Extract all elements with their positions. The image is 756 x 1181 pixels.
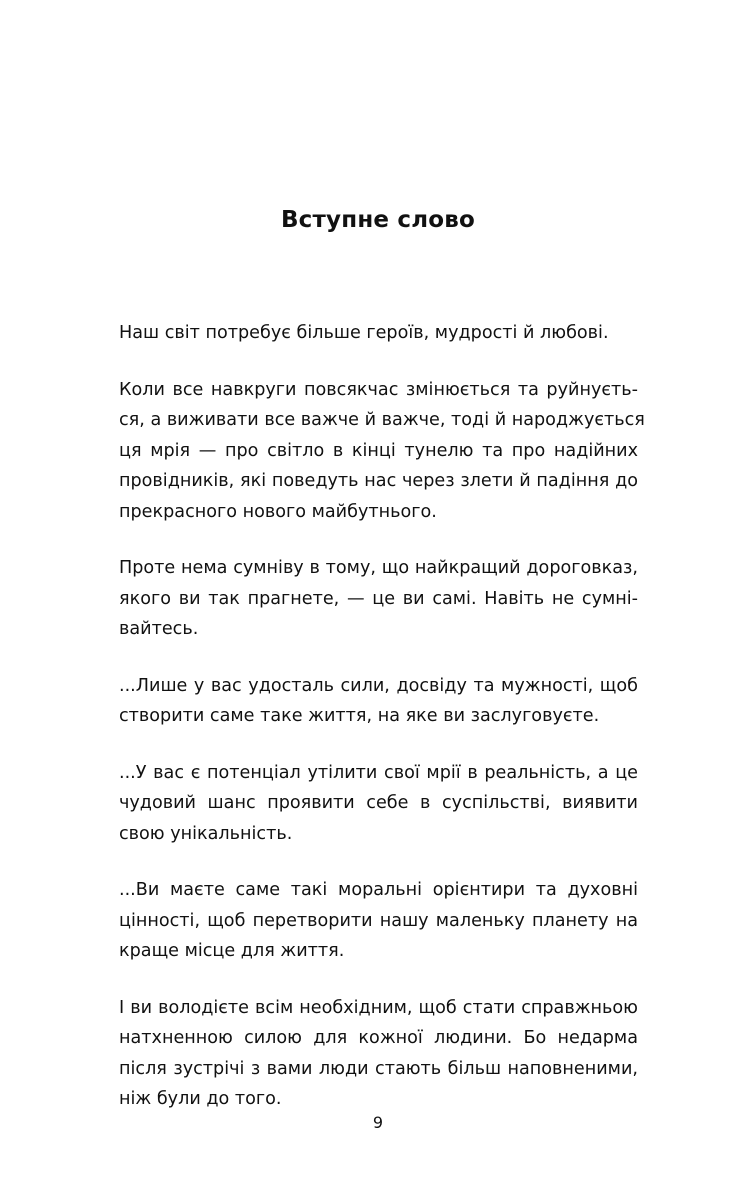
text-line: цінності, щоб перетворити нашу маленьку планету на xyxy=(119,910,638,931)
paragraph-2 xyxy=(119,375,645,528)
text-line: Коли все навкруги повсякчас змінюється та руйнуєть- xyxy=(119,379,638,400)
paragraph-6 xyxy=(119,875,638,967)
text-line: Наш світ потребує більше героїв, мудрості й любові. xyxy=(119,323,609,343)
paragraph-3 xyxy=(119,553,638,645)
text-line: прекрасного нового майбутнього. xyxy=(119,501,437,522)
text-line: ця мрія — про світло в кінці тунелю та про надійних xyxy=(119,440,638,461)
paragraph-1 xyxy=(119,318,638,349)
text-line: свою унікальність. xyxy=(119,823,293,844)
text-line: ...У вас є потенціал утілити свої мрії в реальність, а це xyxy=(119,762,638,783)
paragraph-7 xyxy=(119,993,638,1115)
text-line: І ви володієте всім необхідним, щоб стати справжньою xyxy=(119,997,638,1018)
text-line: краще місце для життя. xyxy=(119,941,345,961)
text-line: натхненною силою для кожної людини. Бо недарма xyxy=(119,1028,638,1048)
text-line: ніж були до того. xyxy=(119,1089,282,1109)
paragraph-5 xyxy=(119,758,638,850)
paragraph-4 xyxy=(119,671,638,732)
text-line: якого ви так прагнете, — це ви самі. Навіть не сумні- xyxy=(119,588,638,609)
chapter-title: Вступне слово xyxy=(280,207,476,233)
text-line: чудовий шанс проявити себе в суспільстві, виявити xyxy=(119,793,638,813)
body-text xyxy=(119,318,645,1141)
text-line: вайтесь. xyxy=(119,619,199,639)
text-line: після зустрічі з вами люди стають більш наповненими, xyxy=(119,1058,638,1079)
text-line: ...Лише у вас удосталь сили, досвіду та мужності, щоб xyxy=(119,675,638,696)
text-line: Проте нема сумніву в тому, що найкращий дороговказ, xyxy=(119,558,638,578)
text-line: провідників, які поведуть нас через злети й падіння до xyxy=(119,471,638,491)
page-number: 9 xyxy=(372,1113,384,1132)
text-line: створити саме таке життя, на яке ви заслуговуєте. xyxy=(119,706,600,726)
text-line: ся, а виживати все важче й важче, тоді й народжується xyxy=(119,410,645,430)
text-line: ...Ви маєте саме такі моральні орієнтири та духовні xyxy=(119,880,638,900)
